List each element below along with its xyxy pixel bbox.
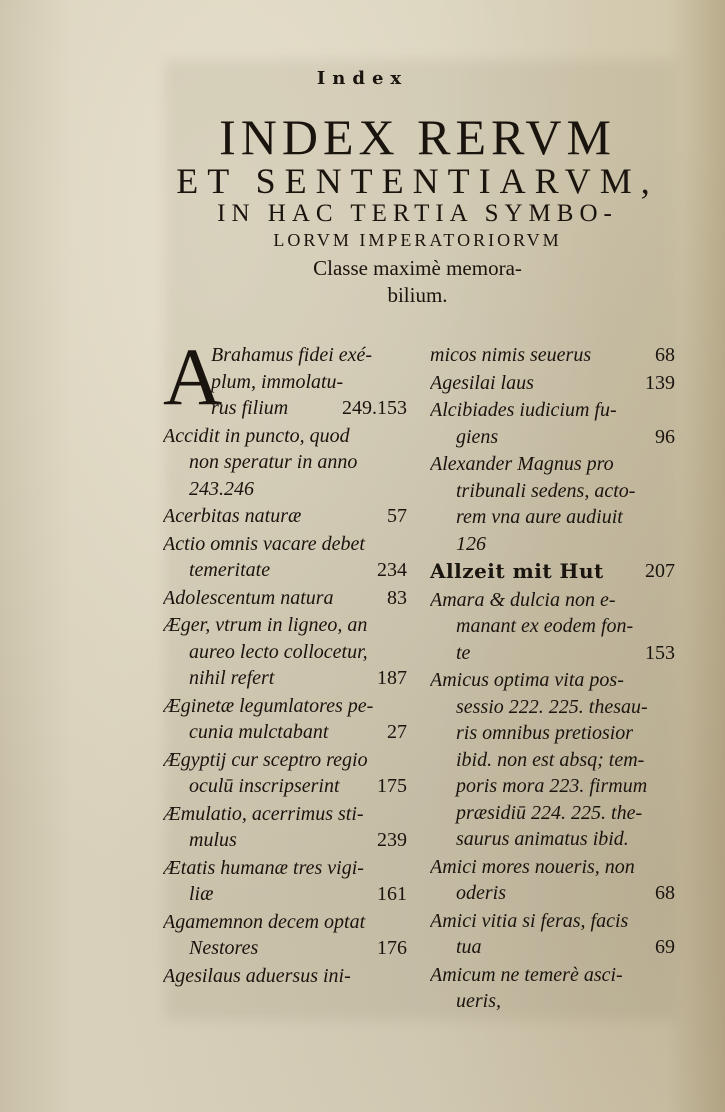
entry-text: oderis <box>456 882 506 904</box>
entry-text: Amici mores noueris, non <box>430 855 635 878</box>
index-entry <box>163 963 407 990</box>
entry-text: ris omnibus pretiosior <box>456 722 634 744</box>
index-column-left <box>163 331 407 990</box>
entry-text: Æger, vtrum in ligneo, an <box>163 614 368 636</box>
entry-text: mulus <box>189 829 237 851</box>
index-entry <box>163 747 407 800</box>
entry-line <box>430 342 675 369</box>
entry-line <box>163 612 407 639</box>
entry-line <box>163 476 407 503</box>
entry-line <box>430 694 675 721</box>
entry-line <box>430 908 675 935</box>
entry-line <box>430 773 675 800</box>
entry-text: Amici vitia si feras, facis <box>430 909 629 932</box>
entry-line <box>163 531 407 558</box>
entry-text: 243.246 <box>189 477 254 500</box>
index-entry <box>163 801 407 854</box>
index-entry <box>163 855 407 908</box>
page-reference: 239 <box>377 829 407 851</box>
entry-text: Agesilai laus <box>430 371 534 394</box>
index-entry <box>430 397 675 450</box>
entry-line <box>163 935 407 962</box>
index-column-right <box>430 342 675 1016</box>
entry-line <box>163 801 407 828</box>
entry-line <box>430 747 675 774</box>
running-head: Index <box>316 68 409 89</box>
entry-text: Æmulatio, acerrimus sti- <box>163 802 364 825</box>
page-reference: 249.153 <box>342 397 407 419</box>
page-reference: 234 <box>377 559 407 581</box>
entry-text: Ægyptij cur sceptro regio <box>163 748 368 771</box>
entry-line <box>430 587 675 614</box>
entry-text: Accidit in puncto, quod <box>163 424 350 447</box>
page-reference: 187 <box>377 667 407 689</box>
entry-text: tribunali sedens, acto- <box>456 479 636 502</box>
entry-text: Amicum ne temerè asci- <box>430 963 623 986</box>
index-entry <box>163 909 407 962</box>
entry-line <box>430 370 675 397</box>
index-entry <box>430 962 675 1015</box>
index-entry <box>163 531 407 584</box>
entry-line <box>163 719 407 746</box>
index-entry <box>163 423 407 503</box>
entry-line: plum, immolatu- <box>211 370 344 393</box>
title-line-6: bilium. <box>387 283 448 307</box>
entry-line <box>430 424 675 451</box>
entry-text: Æginetæ legumlatores pe- <box>163 694 374 717</box>
entry-line <box>430 800 675 827</box>
entry-line <box>430 640 675 667</box>
page-reference: 69 <box>655 936 675 958</box>
entry-line <box>163 665 407 692</box>
entry-line <box>163 827 407 854</box>
entry-text: giens <box>456 425 499 448</box>
entry-text: Acerbitas naturæ <box>163 505 302 527</box>
entry-text: rem vna aure audiuit <box>456 506 623 528</box>
entry-text: cunia mulctabant <box>189 721 329 743</box>
index-entry <box>430 451 675 557</box>
entry-text: aureo lecto collocetur, <box>189 640 368 663</box>
entry-text: 126 <box>456 532 486 555</box>
entry-text: nihil refert <box>189 667 275 689</box>
entry-text: Nestores <box>189 937 259 959</box>
title-line-4: LORVM IMPERATORIORVM <box>273 230 562 250</box>
page-reference: 68 <box>655 882 675 904</box>
index-entry <box>430 667 675 853</box>
index-entry <box>430 370 675 397</box>
entry-text: ibid. non est absq; tem- <box>456 748 645 771</box>
index-entry <box>430 854 675 907</box>
entry-line <box>430 826 675 853</box>
entry-line <box>430 934 675 961</box>
page-reference: 161 <box>377 883 407 905</box>
index-entry <box>163 503 407 530</box>
entry-text: Alcibiades iudicium fu- <box>430 399 617 421</box>
entry-line <box>430 988 675 1015</box>
entry-line <box>163 449 407 476</box>
entry-line <box>430 504 675 531</box>
entry-line <box>163 773 407 800</box>
entry-line <box>430 667 675 694</box>
entry-text: poris mora 223. firmum <box>456 775 648 797</box>
entry-line <box>430 613 675 640</box>
entry-line <box>163 639 407 666</box>
entry-line <box>430 854 675 881</box>
title-line-1: INDEX RERVM <box>219 109 616 165</box>
entry-line <box>163 881 407 908</box>
entry-line <box>430 962 675 989</box>
entry-text: præsidiū 224. 225. the- <box>456 801 643 824</box>
entry-line: Brahamus fidei exé- <box>211 344 373 366</box>
entry-text: liæ <box>189 883 214 905</box>
index-entry <box>430 342 675 369</box>
entry-line <box>163 585 407 612</box>
title-line-5: Classe maximè memora- <box>313 256 522 280</box>
entry-text: Allzeit mit Hut <box>430 559 604 583</box>
entry-line <box>163 693 407 720</box>
page-reference: 139 <box>645 371 675 394</box>
entry-text: manant ex eodem fon- <box>456 615 634 637</box>
index-entry <box>163 585 407 612</box>
entry-text: Agamemnon decem optat <box>163 910 366 933</box>
page-reference: 96 <box>655 425 675 448</box>
entry-line <box>430 720 675 747</box>
index-entry-first <box>163 331 407 422</box>
entry-text: Adolescentum natura <box>163 586 334 609</box>
page-reference: 27 <box>387 721 407 743</box>
entry-text: Actio omnis vacare debet <box>163 532 365 555</box>
entry-line <box>430 397 675 424</box>
entry-line <box>430 531 675 558</box>
entry-text: Amicus optima vita pos- <box>430 669 624 691</box>
entry-text: micos nimis seuerus <box>430 344 592 366</box>
title-line-2: ET SENTENTIARVM, <box>176 161 659 201</box>
page-reference: 83 <box>387 586 407 609</box>
index-entry <box>430 558 675 586</box>
entry-text: Amara & dulcia non e- <box>430 588 616 611</box>
entry-text: saurus animatus ibid. <box>456 828 629 850</box>
entry-text: oculū inscripserint <box>189 775 340 797</box>
title-line-3: IN HAC TERTIA SYMBO- <box>217 200 618 227</box>
entry-text: tua <box>456 936 482 958</box>
index-entry <box>163 612 407 692</box>
entry-text: Alexander Magnus pro <box>430 453 614 475</box>
entry-text: rus filium <box>211 397 289 419</box>
page-reference: 68 <box>655 344 675 366</box>
page-reference: 176 <box>377 937 407 959</box>
entry-line <box>430 880 675 907</box>
entry-line <box>163 909 407 936</box>
entry-text: non speratur in anno <box>189 451 358 473</box>
entry-text: te <box>456 641 471 664</box>
page-reference: 207 <box>645 560 675 582</box>
entry-text: Agesilaus aduersus ini- <box>163 964 351 987</box>
page-reference: 153 <box>645 641 675 664</box>
page-reference: 57 <box>387 505 407 527</box>
entry-line <box>163 503 407 530</box>
entry-text: ueris, <box>456 990 501 1012</box>
entry-text: temeritate <box>189 559 271 581</box>
index-entry <box>163 693 407 746</box>
entry-text: sessio 222. 225. thesau- <box>456 695 648 718</box>
entry-line <box>430 478 675 505</box>
index-entry <box>430 908 675 961</box>
entry-line <box>163 423 407 450</box>
entry-line <box>163 855 407 882</box>
index-entry <box>430 587 675 667</box>
entry-line <box>430 558 675 586</box>
entry-line <box>430 451 675 478</box>
entry-line <box>163 963 407 990</box>
entry-line <box>163 747 407 774</box>
entry-text: Ætatis humanæ tres vigi- <box>163 856 364 879</box>
drop-cap: A <box>163 331 223 422</box>
entry-line <box>211 395 407 422</box>
entry-line <box>163 557 407 584</box>
page-reference: 175 <box>377 775 407 797</box>
